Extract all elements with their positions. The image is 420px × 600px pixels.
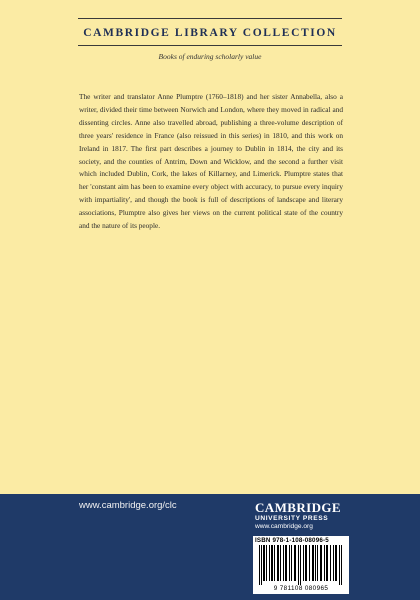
- cambridge-logo: [255, 501, 347, 531]
- publisher-press: UNIVERSITY PRESS: [255, 515, 329, 522]
- series-tagline: Books of enduring scholarly value: [158, 52, 262, 61]
- publisher-name: CAMBRIDGE: [255, 500, 341, 515]
- publisher-footer: [0, 494, 420, 600]
- publisher-site: www.cambridge.org: [255, 523, 313, 530]
- book-description: The writer and translator Anne Plumptre (1760–1818) and her sister Annabella, also a writer, divided their time between Norwich and London, where they moved in radical and dissenting circles. Anne also travelled abroad, publishing a three-volume description of three years' residence in France (also reissued in this series) in 1810, and this work on Ireland in 1817. The first part describes a journey to Dublin in 1814, the city and its society, and the counties of Antrim, Down and Wicklow, and the second a further visit which included Dublin, Cork, the lakes of Killarney, and Limerick. Plumptre states that her 'constant aim has been to examine every object with accuracy, to pursue every inquiry with impartiality', and though the book is full of descriptions of landscape and literary associations, Plumptre also gives her views on the current political state of the country and the nature of its people.: [79, 92, 343, 231]
- series-rule: [78, 45, 342, 46]
- isbn-label: ISBN 978-1-108-08096-5: [255, 537, 329, 544]
- series-title: CAMBRIDGE LIBRARY COLLECTION: [83, 27, 337, 39]
- top-rule: [78, 18, 342, 19]
- barcode-icon: [259, 545, 343, 585]
- collection-url: www.cambridge.org/clc: [79, 500, 177, 511]
- barcode-panel: [253, 536, 349, 594]
- barcode-number: 9 781108 080965: [273, 585, 329, 592]
